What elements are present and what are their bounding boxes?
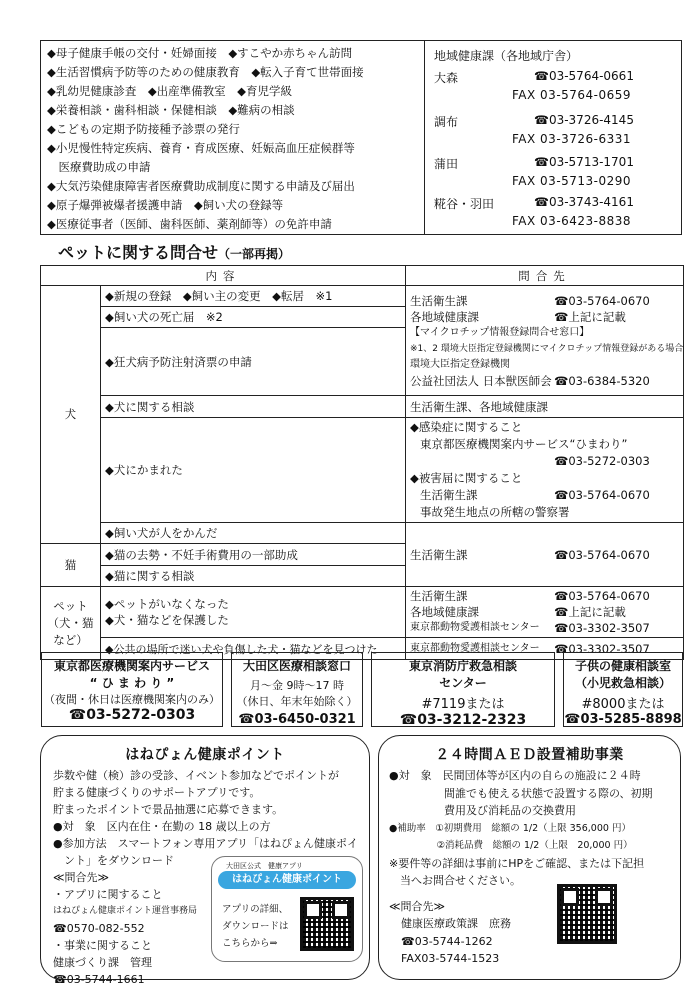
header-content: 内容 [41,266,406,286]
service-line: ◆小児慢性特定疾病、養育・育成医療、妊娠高血圧症候群等 [47,141,355,155]
row-content: ◆犬に関する相談 [101,396,406,418]
inquiry-office: 健康医療政策課 庶務 [401,917,511,930]
box-title: 大田区医療相談窓口 [242,659,351,673]
inquiry-fax: FAX03-5744-1523 [401,952,500,965]
row-content: ◆公共の場所で迷い犬や負傷した犬・猫などを見つけた [101,638,406,660]
box-short-number: #8000または [581,697,665,712]
aed-line: ※要件等の詳細は事前にHPをご確認、または下記担 [389,856,645,870]
row-content: ◆飼い犬が人をかんだ [101,523,406,544]
office-fax: FAX 03-5713-0290 [512,174,632,188]
inquiry-topic: ・アプリに関すること [53,888,163,901]
aed-body [379,764,680,971]
row-content: ◆新規の登録 ◆飼い主の変更 ◆転居 ※1 [101,286,406,307]
aed-line: 間誰でも使える状態で設置する際の、初期 [389,786,653,800]
pet-section-title [58,240,290,263]
contact-phone: ☎03-5764-0670 [554,589,650,603]
aed-line: ●対 象 民間団体等が区内の自らの施設に２４時 [389,769,641,782]
hanepyon-line: ント」をダウンロード [53,854,174,867]
contact-name: 公益社団法人 日本獣医師会 [410,373,552,388]
office-fax: FAX 03-6423-8838 [512,214,632,228]
office-phone: ☎03-5713-1701 [534,155,634,169]
aed-line: 当へお問合せください。 [389,874,521,887]
row-contact [406,523,684,587]
contact-phone: ☎03-5764-0670 [554,293,650,308]
row-contact: 生活衛生課、各地域健康課 [406,396,684,418]
contact-phone: ☎03-5764-0670 [554,488,650,502]
table-row [41,396,684,418]
badge-logo: はねぴょん健康ポイント [218,871,356,889]
office-fax: FAX 03-5764-0659 [512,88,632,102]
hanepyon-line: ●対 象 区内在住・在勤の 18 歳以上の方 [53,820,271,833]
inquiry-label: ≪問合先≫ [389,899,446,913]
box-phone: ☎03-3212-2323 [399,712,527,728]
box-note: （休日、年末年始除く） [236,695,358,708]
contact-phone: ☎03-3302-3507 [554,641,650,656]
hanepyon-box [40,735,370,986]
service-line: ◆こどもの定期予防接種予診票の発行 [47,122,240,136]
row-content [101,587,406,638]
row-content: ◆飼い犬の死亡届 ※2 [101,307,406,328]
offices-panel [426,41,681,234]
inquiry-phone: ☎0570-082-552 [53,922,145,935]
app-badge[interactable] [211,856,363,962]
box-phone: ☎03-6450-0321 [238,712,356,727]
contact-name: 生活衛生課 [410,293,468,308]
office-fax: FAX 03-3726-6331 [512,132,632,146]
service-line: 医療費助成の申請 [47,160,151,174]
services-box [40,40,682,235]
table-row [41,587,684,638]
row-contact [406,587,684,638]
contact-name: 生活衛生課 [420,488,478,502]
service-line: ◆乳幼児健康診査 ◆出産準備教室 ◆育児学級 [47,84,293,98]
services-list [41,41,425,234]
contact-name: 生活衛生課 [410,547,468,562]
inquiry-phone: ☎03-5744-1661 [53,973,145,986]
contact-phone: ☎03-6384-5320 [554,373,650,388]
aed-title: ２４時間ＡＥＤ設置補助事業 [435,747,624,763]
table-header-row [41,266,684,286]
box-subtitle: “ ひ ま わ り ” [89,676,175,690]
hanepyon-title: はねぴょん健康ポイント [125,747,285,763]
box-title: センター [439,676,487,690]
badge-line: アプリの詳細、 [222,904,289,915]
box-short-number: #7119または [421,697,505,712]
contact-name: 東京都動物愛護相談センター [410,642,540,654]
chip-org: 環境大臣指定登録機関 [410,358,510,370]
service-line: ◆医療従事者（医師、歯科医師、薬剤師等）の免許申請 [47,217,332,231]
inquiry-phone: ☎03-5744-1262 [401,934,493,948]
fire-dept-box [371,652,555,727]
badge-text [222,901,289,952]
office-name: 調布 [434,115,459,129]
box-title: 東京消防庁救急相談 [408,659,517,673]
office-name: 大森 [434,71,459,85]
box-hours: 月～金 9時～17 時 [250,679,344,692]
contact-phone: ☎上記に記載 [554,605,626,619]
chip-note: ※1、2 環境大臣指定登録機関にマイクロチップ情報登録がある場合 [410,343,684,354]
row-content-line: ◆犬・猫などを保護した [105,613,229,627]
service-line: ◆原子爆弾被爆者援護申請 ◆飼い犬の登録等 [47,198,284,212]
pet-title-text: ペットに関する問合せ [58,243,219,262]
service-line: ◆母子健康手帳の交付・妊婦面接 ◆すこやか赤ちゃん訪問 [47,46,353,60]
row-content: ◆犬にかまれた [101,418,406,523]
service-line: ◆大気汚染健康障害者医療費助成制度に関する申請及び届出 [47,179,355,193]
contact-phone: ☎上記に記載 [554,309,626,324]
hanepyon-line: 貯まる健康づくりのサポートアプリです。 [53,786,261,799]
contact-name: 各地域健康課 [410,309,479,324]
box-note: （夜間・休日は医療機関案内のみ） [44,693,220,706]
contact-name: 東京都動物愛護相談センター [410,622,540,633]
aed-line: ②消耗品費 総額の 1/2（上限 20,000 円） [389,840,633,851]
category-pet: ペット （犬・猫 など） [41,587,101,660]
inquiry-topic: ・事業に関すること [53,939,152,952]
inquiry-label: ≪問合先≫ [53,871,110,884]
office-name: 糀谷・羽田 [434,197,495,211]
office-name: 蒲田 [434,157,459,171]
office-phone: ☎03-3726-4145 [534,113,634,127]
contact-phone: ☎03-5272-0303 [554,454,650,468]
badge-top-text: 大田区公式 健康アプリ [226,862,303,870]
box-title: 東京都医療機関案内サービス [53,659,210,673]
pet-inquiry-table [40,265,684,660]
hanepyon-line: 歩数や健（検）診の受診、イベント参加などでポイントが [53,769,339,782]
row-content: ◆狂犬病予防注射済票の申請 [101,328,406,396]
hanepyon-line: ●参加方法 スマートフォン専用アプリ「はねぴょん健康ポイ [53,837,359,850]
badge-line: こちらから⇒ [222,938,278,949]
aed-box [378,735,681,980]
service-line: ◆生活習慣病予防等のための健康教育 ◆転入子育て世帯面接 [47,65,364,79]
office-phone: ☎03-5764-0661 [534,69,634,83]
row-content: ◆猫の去勢・不妊手術費用の一部助成 [101,544,406,566]
ota-consult-box [231,652,363,727]
aed-line: ●補助率 ①初期費用 総額の 1/2（上限 356,000 円） [389,822,631,834]
box-title: 子供の健康相談室 [574,659,671,673]
inquiry-office: はねぴょん健康ポイント運営事務局 [53,906,198,916]
qr-code-icon[interactable] [300,897,354,951]
contact-name: 生活衛生課 [410,589,468,603]
contact-name: 東京都医療機関案内サービス“ひまわり” [420,437,628,451]
offices-title: 地域健康課（各地域庁舎） [434,49,579,63]
row-contact [406,286,684,396]
box-phone: ☎03-5272-0303 [68,707,196,723]
child-consult-box [563,652,683,727]
table-row [41,418,684,523]
category-dog: 犬 [41,286,101,544]
row-contact [406,418,684,523]
box-title: （小児救急相談） [574,676,671,690]
contact-topic: ◆感染症に関すること [410,420,523,434]
contact-phone: ☎03-5764-0670 [554,547,650,562]
contact-name: 各地域健康課 [410,605,479,619]
hanepyon-line: 貯まったポイントで景品抽選に応募できます。 [53,803,284,816]
chip-title: 【マイクロチップ情報登録問合せ窓口】 [410,326,590,338]
contact-phone: ☎03-3302-3507 [554,621,650,635]
inquiry-office: 健康づくり課 管理 [53,956,152,969]
row-content-line: ◆ペットがいなくなった [105,597,229,611]
himawari-box [41,652,223,727]
badge-line: ダウンロードは [222,921,289,932]
box-phone: ☎03-5285-8898 [564,712,682,727]
row-content: ◆猫に関する相談 [101,566,406,587]
pet-title-note: （一部再掲） [218,247,291,261]
table-row [41,286,684,307]
contact-name: 事故発生地点の所轄の警察署 [420,505,570,519]
aed-line: 費用及び消耗品の交換費用 [389,804,576,817]
table-row [41,523,684,544]
office-phone: ☎03-3743-4161 [534,195,634,209]
contact-topic: ◆被害届に関すること [410,471,523,485]
service-line: ◆栄養相談・歯科相談・保健相談 ◆難病の相談 [47,103,295,117]
qr-code-icon[interactable] [557,884,617,944]
category-cat: 猫 [41,544,101,587]
header-contact: 問合先 [406,266,684,286]
